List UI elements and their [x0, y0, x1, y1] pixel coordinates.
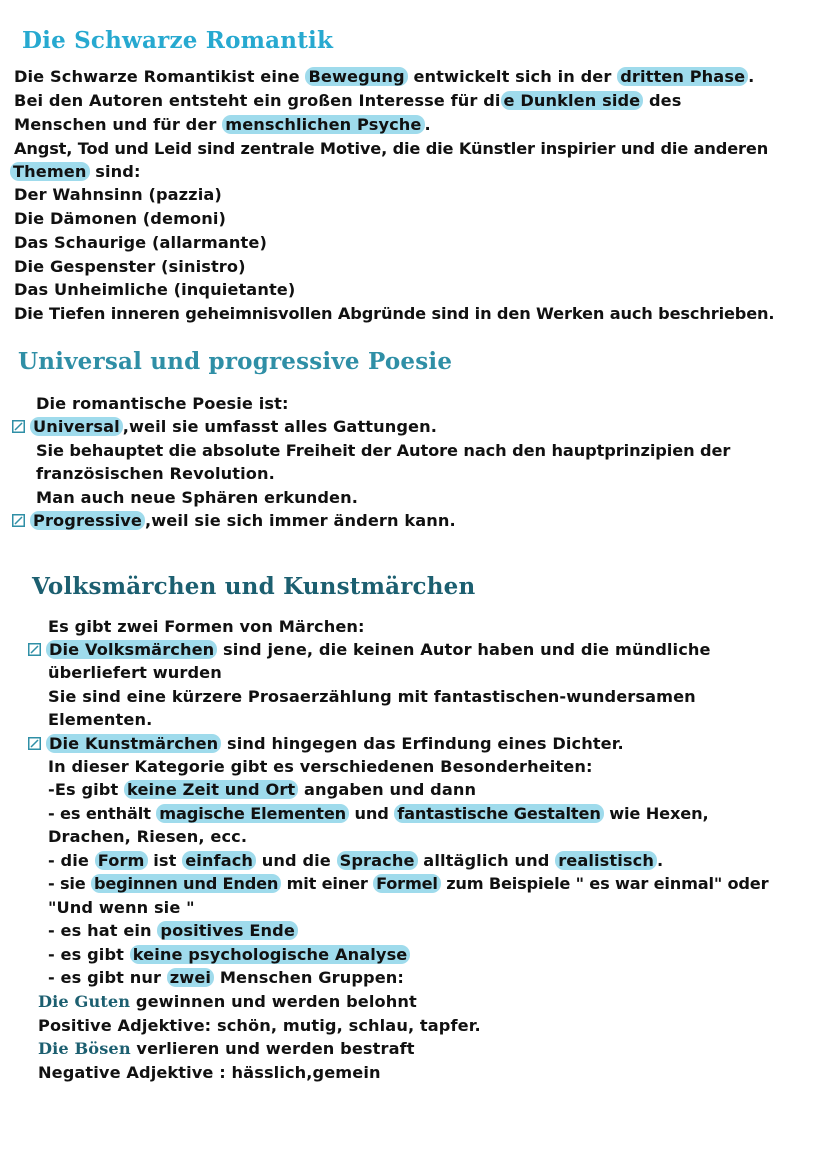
highlight: keine Zeit und Ort: [124, 780, 298, 799]
highlight: keine psychologische Analyse: [130, 945, 411, 964]
text-line: Die Gespenster (sinistro): [14, 257, 246, 276]
highlight: einfach: [182, 851, 256, 870]
text-line: Die Bösen verlieren und werden bestraft: [38, 1039, 415, 1058]
text-line: Progressive ,weil sie sich immer ändern kann.: [12, 510, 456, 533]
text-line: - es gibt nur zwei Menschen Gruppen:: [48, 968, 404, 987]
checkbox-icon: [12, 420, 25, 433]
text-line: Die Tiefen inneren geheimnisvollen Abgründe sind in den Werken auch beschrieben.: [14, 304, 775, 323]
text-line: Man auch neue Sphären erkunden.: [36, 488, 358, 507]
text-line: Themen sind:: [10, 161, 141, 184]
text-line: Drachen, Riesen, ecc.: [48, 827, 248, 846]
highlight: zwei: [167, 968, 214, 987]
highlight: Die Kunstmärchen: [46, 734, 221, 753]
label-die-guten: Die Guten: [38, 992, 131, 1011]
highlight: realistisch: [555, 851, 657, 870]
text-line: Negative Adjektive : hässlich,gemein: [38, 1063, 381, 1082]
highlight: magische Elementen: [156, 804, 349, 823]
text-line: -Es gibt keine Zeit und Ort angaben und dann: [48, 780, 477, 799]
text-line: Die Volksmärchen sind jene, die keinen Autor haben und die mündliche: [28, 639, 711, 662]
text-line: Angst, Tod und Leid sind zentrale Motive, die die Künstler inspirier und die anderen: [14, 139, 769, 158]
text-line: Menschen und für der menschlichen Psyche .: [14, 115, 431, 134]
text-line: "Und wenn sie ": [48, 898, 195, 917]
text-line: Positive Adjektive: schön, mutig, schlau, tapfer.: [38, 1016, 481, 1035]
text-line: - sie beginnen und Enden mit einer Formel zum Beispiele " es war einmal" oder: [48, 874, 769, 893]
text-line: überliefert wurden: [48, 663, 222, 682]
highlight: positives Ende: [157, 921, 298, 940]
text-line: Sie sind eine kürzere Prosaerzählung mit fantastischen-wundersamen: [48, 687, 696, 706]
heading-schwarze-romantik: Die Schwarze Romantik: [22, 27, 334, 54]
text-line: Der Wahnsinn (pazzia): [14, 185, 222, 204]
highlight: Form: [95, 851, 148, 870]
text-line: französischen Revolution.: [36, 464, 275, 483]
text-line: Die romantische Poesie ist:: [36, 394, 289, 413]
text-line: Universal ,weil sie umfasst alles Gattungen.: [12, 416, 437, 439]
highlight: fantastische Gestalten: [394, 804, 604, 823]
highlight: Universal: [30, 417, 123, 436]
heading-universal-progressive-poesie: Universal und progressive Poesie: [18, 348, 453, 375]
text-line: Die Guten gewinnen und werden belohnt: [38, 992, 417, 1011]
highlight: Bewegung: [305, 67, 407, 86]
highlight: e Dunklen side: [501, 91, 644, 110]
text-line: - die Form ist einfach und die Sprache alltäglich und realistisch .: [48, 851, 664, 870]
checkbox-icon: [28, 643, 41, 656]
highlight: beginnen und Enden: [91, 874, 281, 893]
text-line: Die Dämonen (demoni): [14, 209, 227, 228]
text-line: Die Schwarze Romantikist eine Bewegung entwickelt sich in der dritten Phase .: [14, 67, 755, 86]
text-line: In dieser Kategorie gibt es verschiedenen Besonderheiten:: [48, 757, 593, 776]
text-line: - es enthält magische Elementen und fantastische Gestalten wie Hexen,: [48, 804, 709, 823]
highlight: Die Volksmärchen: [46, 640, 217, 659]
highlight: dritten Phase: [617, 67, 748, 86]
highlight: Progressive: [30, 511, 145, 530]
highlight: Formel: [373, 874, 441, 893]
heading-volksmaerchen-kunstmaerchen: Volksmärchen und Kunstmärchen: [32, 573, 476, 600]
text-line: Das Schaurige (allarmante): [14, 233, 267, 252]
text-line: Das Unheimliche (inquietante): [14, 280, 296, 299]
highlight: menschlichen Psyche: [222, 115, 424, 134]
highlight: Themen: [10, 162, 90, 181]
highlight: Sprache: [337, 851, 418, 870]
text-line: Es gibt zwei Formen von Märchen:: [48, 617, 365, 636]
text-line: Die Kunstmärchen sind hingegen das Erfindung eines Dichter.: [28, 733, 624, 756]
text-line: Bei den Autoren entsteht ein großen Interesse für di e Dunklen side des: [14, 91, 682, 110]
text-line: - es hat ein positives Ende: [48, 920, 298, 943]
text-line: Sie behauptet die absolute Freiheit der Autore nach den hauptprinzipien der: [36, 441, 731, 460]
label-die-boesen: Die Bösen: [38, 1039, 131, 1058]
text-line: - es gibt keine psychologische Analyse: [48, 944, 410, 967]
checkbox-icon: [12, 514, 25, 527]
checkbox-icon: [28, 737, 41, 750]
text-line: Elementen.: [48, 710, 153, 729]
